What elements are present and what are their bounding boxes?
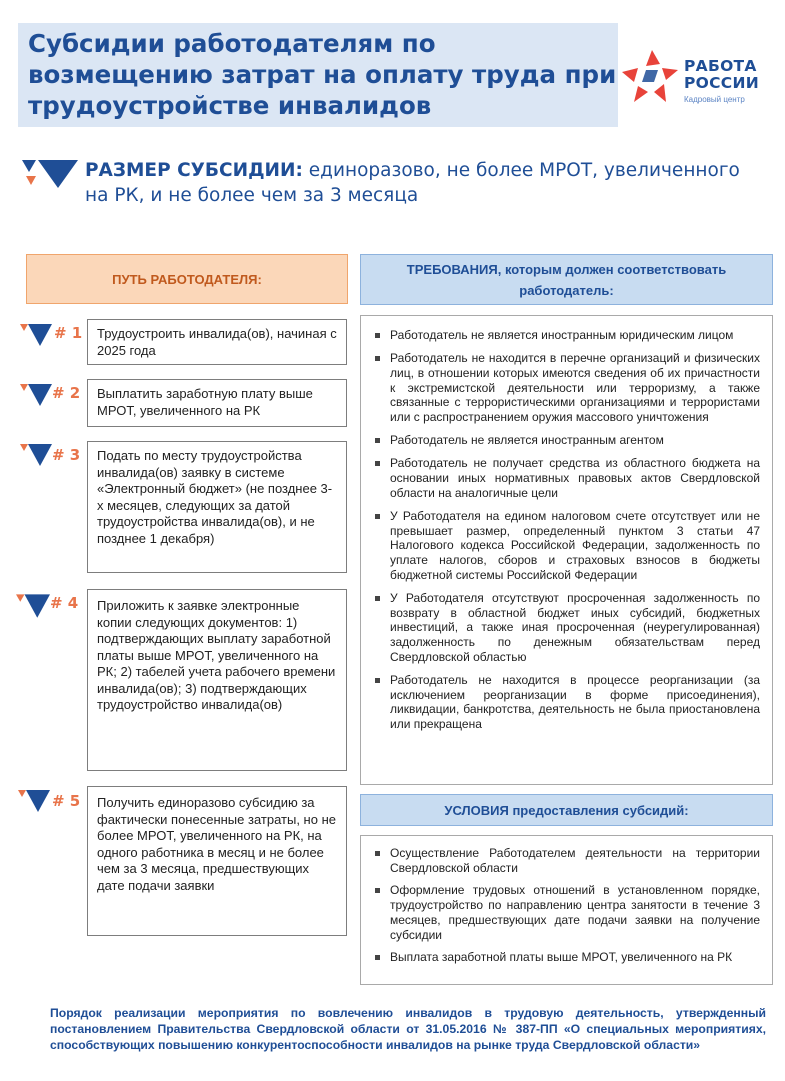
requirement-item: Работодатель не является иностранным юридическим лицом [373,328,760,343]
condition-item: Осуществление Работодателем деятельности на территории Свердловской области [373,846,760,875]
step-1-text: Трудоустроить инвалида(ов), начиная с 2025 года [87,319,347,365]
requirement-item: Работодатель не является иностранным агентом [373,433,760,448]
requirements-box [360,315,773,785]
triangle-arrow-icon [22,158,78,190]
conditions-heading: УСЛОВИЯ предоставления субсидий: [360,794,773,826]
logo-text [684,58,759,92]
step-4-text: Приложить к заявке электронные копии следующих документов: 1) подтверждающих выплату заработной платы выше МРОТ, увеличенного на РК; 2) табелей учета рабочего времени инвалида(ов); 3) подтверждающих трудоустройство инвалида(ов) [87,589,347,771]
subsidy-value: единоразово, не более МРОТ, увеличенного на РК, и не более чем за 3 месяца [85,160,740,206]
logo-subtitle: Кадровый центр [684,95,745,104]
step-2-arrow-icon [20,382,52,408]
step-3-arrow-icon [20,442,52,468]
employer-path-heading: ПУТЬ РАБОТОДАТЕЛЯ: [26,254,348,304]
conditions-list [373,846,760,965]
step-4-arrow-icon [16,592,50,620]
requirements-list [373,328,760,732]
step-3-text: Подать по месту трудоустройства инвалида(ов) заявку в системе «Электронный бюджет» (не позднее 3-х месяцев, следующих за датой трудоустройства инвалида(ов), и не позднее 1 декабря) [87,441,347,573]
step-4-number: # 4 [50,594,79,612]
conditions-box [360,835,773,985]
requirement-item: Работодатель не находится в перечне организаций и физических лиц, в отношении которых имеются сведения об их причастности к экстремистской деятельности или терроризму, а также связанные с террористическими организациями и террористами или с распространением оружия массового уничтожения [373,351,760,425]
page-title: Субсидии работодателям по возмещению затрат на оплату труда при трудоустройстве инвалидов [28,29,617,120]
step-2-number: # 2 [52,384,81,402]
footer-legal-basis: Порядок реализации мероприятия по вовлечению инвалидов в трудовую деятельность, утвержденный постановлением Правительства Свердловской области от 31.05.2016 № 387-ПП «О специальных мероприятиях, способствующих повышению конкурентоспособности инвалидов на рынке труда Свердловской области» [50,1006,766,1052]
requirement-item: Работодатель не получает средства из областного бюджета на основании иных нормативных правовых актов Свердловской области на аналогичные цели [373,456,760,500]
step-2-text: Выплатить заработную плату выше МРОТ, увеличенного на РК [87,379,347,427]
requirement-item: У Работодателя отсутствуют просроченная задолженность по возврату в областной бюджет иных субсидий, бюджетных инвестиций, а также иная просроченная (неурегулированная) задолженность по денежным обязательствам перед Свердловской областью [373,591,760,665]
step-5-text: Получить единоразово субсидию за фактически понесенные затраты, но не более МРОТ, увеличенного на РК, на одного работника в месяц и не более чем за 3 месяца, предшествующих дате подачи заявки [87,786,347,936]
condition-item: Выплата заработной платы выше МРОТ, увеличенного на РК [373,950,760,965]
step-3-number: # 3 [52,446,81,464]
step-5-number: # 5 [52,792,81,810]
requirement-item: Работодатель не находится в процессе реорганизации (за исключением реорганизации в форме присоединения), ликвидации, банкротства, деятельность не была приостановлена или прекращена [373,673,760,732]
logo-line1: РАБОТА [684,57,757,75]
logo [620,48,780,108]
requirement-item: У Работодателя на едином налоговом счете отсутствует или не превышает размер, определенный пунктом 3 статьи 47 Налогового кодекса Российской Федерации, задолженность по уплате налогов, сборов и страховых взносов в бюджеты бюджетной системы Российской Федерации [373,509,760,583]
subsidy-label: РАЗМЕР СУБСИДИИ: [85,160,303,181]
requirements-heading: ТРЕБОВАНИЯ, которым должен соответствовать работодатель: [360,254,773,305]
step-1-arrow-icon [20,322,52,348]
condition-item: Оформление трудовых отношений в установленном порядке, трудоустройство по направлению центра занятости в течение 3 месяцев, предшествующих дате подачи заявки на получение субсидии [373,883,760,942]
step-5-arrow-icon [18,788,50,814]
logo-line2: РОССИИ [684,74,760,92]
subsidy-size [85,158,765,208]
step-1-number: # 1 [54,324,83,342]
star-logo-icon [620,48,680,104]
